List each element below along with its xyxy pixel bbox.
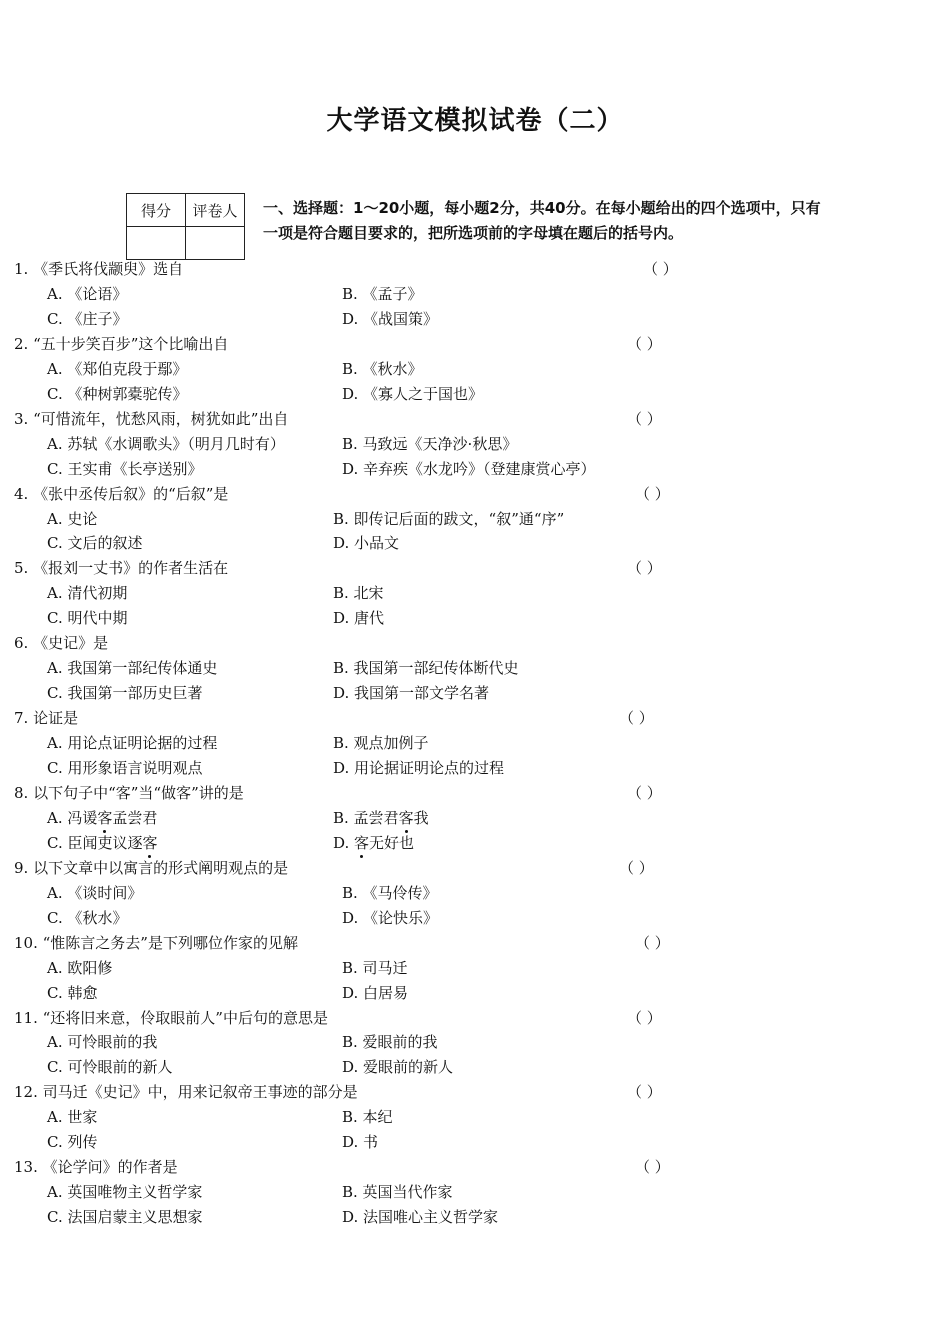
question-stem: 5. 《报刘一丈书》的作者生活在 [14, 559, 229, 578]
option-c: C. 列传 [47, 1133, 98, 1152]
option-b: B. 马致远《天净沙·秋思》 [342, 434, 518, 453]
question-stem: 1. 《季氏将伐颛臾》选自 [14, 260, 184, 278]
option-d: D. 客无好也 [333, 833, 415, 852]
option-b: B. 爱眼前的我 [342, 1033, 438, 1052]
question-stem: 11. “还将旧来意，伶取眼前人”中后句的意思是 [14, 1008, 328, 1027]
option-a: A. 冯谖客孟尝君 [47, 808, 158, 827]
grader-header: 评卷人 [186, 194, 245, 227]
section-one-instructions: 一、选择题：1～20小题，每小题2分，共40分。在每小题给出的四个选项中，只有一项是符合题目要求的，把所选项前的字母填在题后的括号内。 [263, 199, 821, 242]
option-b: B. 《秋水》 [342, 359, 423, 378]
option-b: B. 孟尝君客我 [333, 808, 429, 827]
option-c: C. 《秋水》 [47, 908, 128, 927]
option-a: A. 苏轼《水调歌头》（明月几时有） [47, 434, 285, 453]
answer-bracket: （ ） [619, 858, 654, 877]
answer-bracket: （ ） [635, 1158, 670, 1177]
option-a: A. 可怜眼前的我 [47, 1033, 158, 1052]
answer-bracket: （ ） [627, 559, 662, 578]
option-c: C. 法国启蒙主义思想家 [47, 1208, 203, 1227]
option-c: C. 《种树郭橐驼传》 [47, 384, 188, 403]
option-d: D. 小品文 [333, 534, 400, 553]
option-d: D. 《论快乐》 [342, 908, 439, 927]
option-d: D. 唐代 [333, 609, 385, 628]
option-c: C. 用形象语言说明观点 [47, 759, 203, 777]
page-title: 大学语文模拟试卷（二） [326, 106, 624, 136]
option-a: A. 用论点证明论据的过程 [47, 734, 218, 753]
option-b: B. 司马迁 [342, 958, 408, 977]
option-a: A. 英国唯物主义哲学家 [47, 1183, 203, 1202]
answer-bracket: （ ） [627, 1008, 662, 1027]
option-a: A. 我国第一部纪传体通史 [47, 659, 218, 678]
option-d: D. 爱眼前的新人 [342, 1058, 454, 1077]
option-d: D. 辛弃疾《水龙吟》（登建康赏心亭） [342, 459, 596, 478]
option-b: B. 即传记后面的跋文，“叙”通“序” [333, 509, 565, 528]
option-d: D. 《寡人之于国也》 [342, 384, 484, 403]
score-cell [127, 227, 186, 260]
score-table [126, 193, 245, 260]
question-stem: 6. 《史记》是 [14, 634, 109, 653]
option-b: B. 本纪 [342, 1108, 393, 1127]
option-d: D. 书 [342, 1133, 379, 1152]
option-a: A. 世家 [47, 1108, 98, 1127]
option-d: D. 《战国策》 [342, 309, 439, 328]
option-a: A. 《论语》 [47, 284, 128, 303]
answer-bracket: （ ） [627, 334, 662, 353]
option-b: B. 观点加例子 [333, 734, 429, 753]
score-header: 得分 [127, 194, 186, 227]
option-a: A. 《郑伯克段于鄢》 [47, 359, 188, 378]
option-c: C. 韩愈 [47, 983, 98, 1002]
option-b: B. 英国当代作家 [342, 1183, 453, 1202]
option-d: D. 我国第一部文学名著 [333, 684, 490, 703]
option-d: D. 用论据证明论点的过程 [333, 759, 505, 777]
question-stem: 2. “五十步笑百步”这个比喻出自 [14, 334, 229, 353]
option-c: C. 可怜眼前的新人 [47, 1058, 173, 1077]
answer-bracket: （ ） [627, 409, 662, 428]
option-b: B. 《马伶传》 [342, 883, 438, 902]
option-d: D. 白居易 [342, 983, 409, 1002]
question-stem: 10. “惟陈言之务去”是下列哪位作家的见解 [14, 933, 298, 952]
option-c: C. 我国第一部历史巨著 [47, 684, 203, 703]
question-stem: 9. 以下文章中以寓言的形式阐明观点的是 [14, 858, 289, 877]
answer-bracket: （ ） [643, 260, 678, 278]
option-b: B. 北宋 [333, 584, 384, 603]
question-stem: 12. 司马迁《史记》中，用来记叙帝王事迹的部分是 [14, 1083, 358, 1102]
question-stem: 7. 论证是 [14, 709, 79, 728]
option-b: B. 我国第一部纪传体断代史 [333, 659, 519, 678]
option-d: D. 法国唯心主义哲学家 [342, 1208, 499, 1227]
answer-bracket: （ ） [635, 933, 670, 952]
answer-bracket: （ ） [635, 484, 670, 503]
option-c: C. 文后的叙述 [47, 534, 143, 553]
option-a: A. 清代初期 [47, 584, 128, 603]
option-a: A. 欧阳修 [47, 958, 113, 977]
option-b: B. 《孟子》 [342, 284, 423, 303]
question-stem: 4. 《张中丞传后叙》的“后叙”是 [14, 484, 229, 503]
answer-bracket: （ ） [627, 1083, 662, 1102]
grader-cell [186, 227, 245, 260]
option-c: C. 《庄子》 [47, 309, 128, 328]
question-stem: 13. 《论学问》的作者是 [14, 1158, 178, 1177]
option-c: C. 王实甫《长亭送别》 [47, 459, 203, 478]
answer-bracket: （ ） [619, 709, 654, 728]
question-stem: 8. 以下句子中“客”当“做客”讲的是 [14, 783, 244, 802]
answer-bracket: （ ） [627, 783, 662, 802]
option-c: C. 明代中期 [47, 609, 128, 628]
option-a: A. 《谈时间》 [47, 883, 143, 902]
option-c: C. 臣闻吏议逐客 [47, 833, 158, 852]
question-stem: 3. “可惜流年，忧愁风雨，树犹如此”出自 [14, 409, 289, 428]
option-a: A. 史论 [47, 509, 98, 528]
